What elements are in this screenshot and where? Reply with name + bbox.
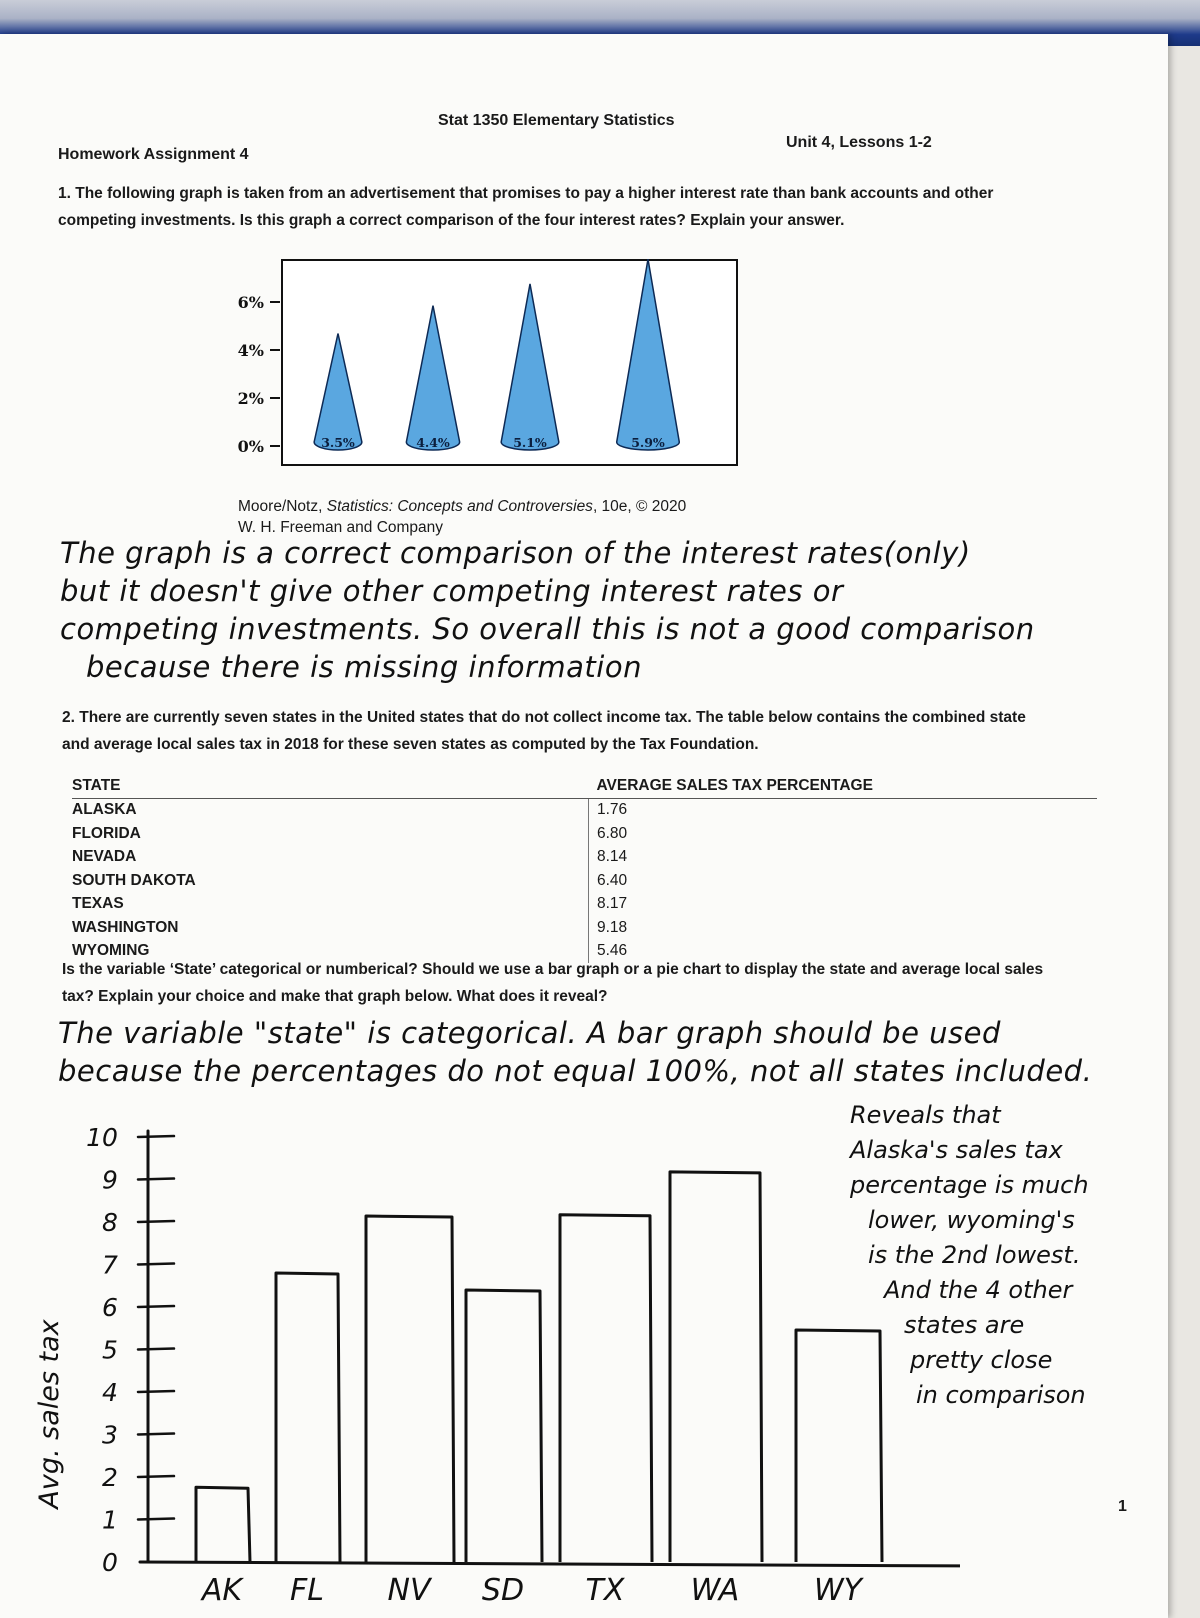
table-row	[72, 916, 1097, 940]
x-tick-label: TX	[585, 1573, 625, 1608]
y-tick	[138, 1349, 174, 1350]
state-cell: ALASKA	[72, 801, 137, 819]
y-tick-label: 1	[102, 1505, 118, 1535]
y-tick-label: 3	[102, 1420, 118, 1450]
value-cell: 5.46	[589, 940, 1098, 964]
y-tick-label: 2	[102, 1463, 118, 1492]
y-tick-label: 8	[102, 1208, 118, 1237]
cone-y-tick-label: 4%	[237, 341, 264, 360]
state-cell: TEXAS	[72, 895, 124, 913]
state-cell: WYOMING	[72, 942, 150, 960]
answer2-line: because the percentages do not equal 100%, not all states included.	[58, 1054, 1093, 1088]
value-cell: 1.76	[589, 798, 1098, 822]
y-tick	[138, 1391, 174, 1392]
y-tick	[138, 1476, 174, 1477]
answer2-line: The variable "state" is categorical. A bar graph should be used	[58, 1016, 1001, 1050]
table-row	[72, 822, 1097, 846]
table-row	[72, 846, 1097, 870]
y-tick-label: 10	[86, 1123, 118, 1152]
table-row	[72, 869, 1097, 893]
cone-value-label: 3.5%	[321, 435, 355, 450]
y-tick	[138, 1434, 174, 1435]
x-axis-line	[140, 1562, 960, 1566]
credit-authors: Moore/Notz,	[238, 498, 327, 515]
q2-question	[62, 956, 1142, 1010]
cone-y-tick-label: 2%	[237, 389, 264, 408]
q2-question-line1: Is the variable ‘State’ categorical or numberical? Should we use a bar graph or a pie chart to display the state and average local sales	[62, 961, 1044, 978]
value-cell: 6.80	[589, 822, 1098, 846]
credit-line1	[238, 496, 686, 517]
unit-label: Unit 4, Lessons 1-2	[786, 134, 932, 151]
column-header-percentage: AVERAGE SALES TAX PERCENTAGE	[589, 774, 1098, 798]
bar-graph-x-labels	[200, 1573, 865, 1608]
answer1-line: competing investments. So overall this is not a good comparison	[60, 612, 1035, 646]
q1-line1: 1. The following graph is taken from an advertisement that promises to pay a higher interest rate than bank accounts and other	[58, 185, 994, 202]
page-number: 1	[1118, 1498, 1127, 1515]
value-cell: 6.40	[589, 869, 1098, 893]
bar-graph-bars	[196, 1172, 882, 1562]
q1-handwritten-answer	[60, 534, 1160, 686]
reveal-line: Reveals that	[850, 1101, 1001, 1129]
chart-credit	[238, 496, 686, 538]
x-tick-label: NV	[387, 1573, 431, 1608]
x-tick-label: WA	[690, 1573, 740, 1608]
y-tick-label: 7	[102, 1250, 118, 1280]
table-header-row	[72, 774, 1097, 798]
y-tick	[138, 1221, 174, 1222]
q1-line2: competing investments. Is this graph a correct comparison of the four interest rates? Explain your answer.	[58, 212, 845, 229]
y-tick-label: 5	[102, 1335, 118, 1365]
cone-y-axis	[238, 293, 280, 456]
q2-handwritten-answer	[58, 1014, 1158, 1090]
reveal-line: in comparison	[916, 1381, 1086, 1409]
value-cell: 8.14	[589, 846, 1098, 870]
y-tick	[138, 1306, 174, 1307]
y-tick-label: 4	[102, 1378, 118, 1407]
state-cell: WASHINGTON	[72, 918, 179, 936]
reveal-line: states are	[904, 1311, 1025, 1339]
worksheet-page	[0, 34, 1168, 1618]
q2-prompt	[62, 704, 1142, 758]
cone-value-label: 4.4%	[416, 435, 450, 450]
x-tick-label: WY	[814, 1573, 862, 1608]
q2-line1: 2. There are currently seven states in the United states that do not collect income tax. The table below contains the combined state	[62, 709, 1026, 726]
cone-value-label: 5.1%	[513, 435, 547, 450]
reveal-line: And the 4 other	[884, 1276, 1073, 1304]
state-cell: NEVADA	[72, 848, 137, 866]
assignment-title: Homework Assignment 4	[58, 146, 249, 163]
hand-drawn-bar-graph	[0, 1114, 960, 1614]
y-tick-label: 0	[102, 1548, 118, 1577]
table-row	[72, 893, 1097, 917]
interest-rate-cone-chart	[230, 256, 740, 478]
value-cell: 8.17	[589, 893, 1098, 917]
answer1-line: but it doesn't give other competing interest rates or	[60, 574, 844, 608]
q1-prompt	[58, 180, 1118, 234]
answer1-line: because there is missing information	[86, 650, 642, 684]
credit-edition: , 10e, © 2020	[592, 498, 687, 515]
cone-y-tick-label: 0%	[237, 437, 264, 456]
state-cell: SOUTH DAKOTA	[72, 871, 196, 889]
reveal-line: lower, wyoming's	[868, 1206, 1075, 1234]
cone-y-tick-label: 6%	[237, 293, 264, 312]
credit-book-title: Statistics: Concepts and Controversies	[326, 498, 593, 515]
course-title: Stat 1350 Elementary Statistics	[438, 112, 675, 129]
x-tick-label: SD	[481, 1573, 525, 1608]
y-tick-label: 9	[102, 1165, 118, 1195]
q2-line2: and average local sales tax in 2018 for these seven states as computed by the Tax Foundation.	[62, 736, 759, 753]
bar	[466, 1290, 542, 1562]
column-header-state: STATE	[72, 774, 589, 798]
cone-value-label: 5.9%	[631, 435, 665, 450]
reveal-line: is the 2nd lowest.	[868, 1241, 1081, 1269]
y-tick	[138, 1136, 174, 1137]
reveal-line: pretty close	[910, 1346, 1053, 1374]
x-tick-label: AK	[201, 1573, 243, 1608]
x-tick-label: FL	[290, 1573, 324, 1608]
state-cell: FLORIDA	[72, 824, 141, 842]
reveal-line: Alaska's sales tax	[850, 1136, 1063, 1164]
bar	[366, 1216, 454, 1562]
bar	[560, 1215, 652, 1562]
answer1-line: The graph is a correct comparison of the interest rates(only)	[60, 536, 971, 570]
sales-tax-table	[72, 774, 1097, 963]
table-row	[72, 798, 1097, 822]
y-tick	[138, 1519, 174, 1520]
y-tick-label: 6	[102, 1293, 118, 1322]
bar-graph-y-axis-label: Avg. sales tax	[34, 1319, 65, 1509]
bar	[670, 1172, 762, 1562]
credit-line2: W. H. Freeman and Company	[238, 519, 444, 536]
y-tick	[138, 1264, 174, 1265]
bar	[276, 1273, 340, 1562]
y-tick	[138, 1179, 174, 1180]
bar	[196, 1487, 250, 1562]
reveal-line: percentage is much	[850, 1171, 1089, 1199]
value-cell: 9.18	[589, 916, 1098, 940]
reveal-notes	[850, 1098, 1089, 1413]
bar-graph-axes	[86, 1123, 960, 1577]
q2-question-line2: tax? Explain your choice and make that graph below. What does it reveal?	[62, 988, 608, 1005]
